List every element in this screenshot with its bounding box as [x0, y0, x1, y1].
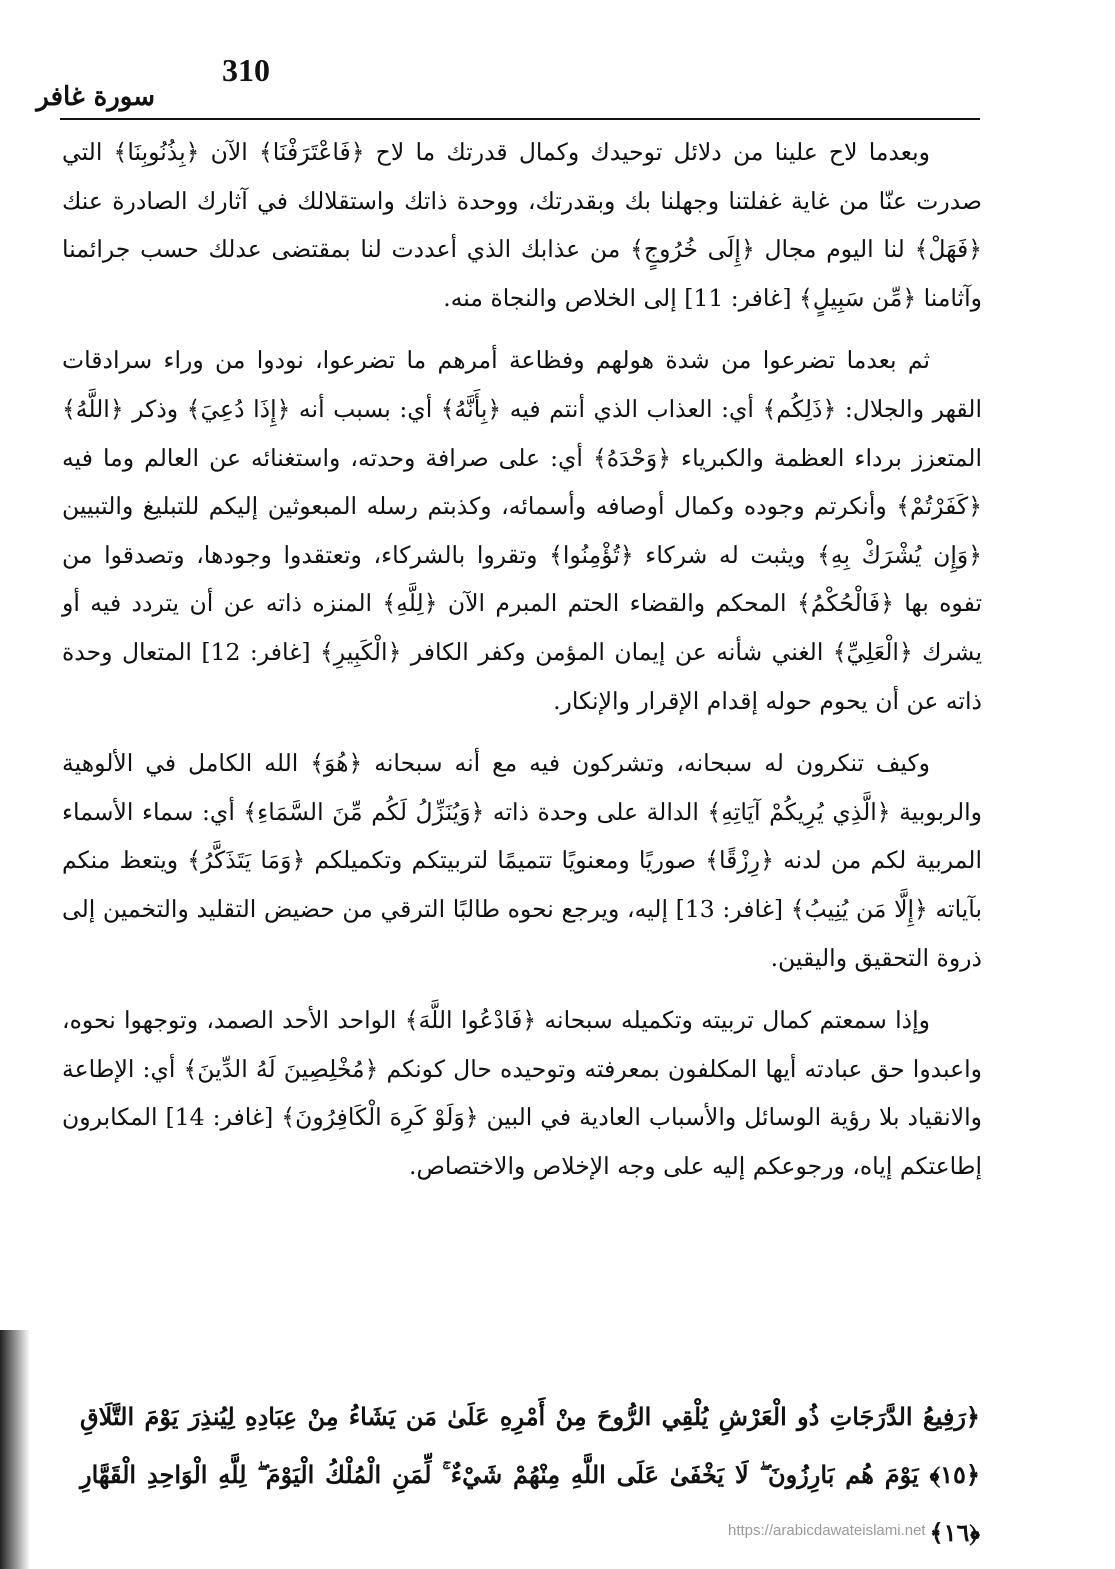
surah-title: سورة غافر [36, 82, 155, 112]
scan-edge-shadow [0, 1330, 30, 1569]
paragraph: وبعدما لاح علينا من دلائل توحيدك وكمال قدرتك ما لاح ﴿فَاعْتَرَفْنَا﴾ الآن ﴿بِذُنُوبِنَا﴾ التي صدرت عنّا من غاية غفلتنا وجهلنا بك وبقدرتك، ووحدة ذاتك واستقلالك في آثارك الصادرة عنك ﴿فَهَلْ﴾ لنا اليوم مجال ﴿إِلَى خُرُوجٍ﴾ من عذابك الذي أعددت لنا بمقتضى عدلك حسب جرائمنا وآثامنا ﴿مِّن سَبِيلٍ﴾ [غافر: 11] إلى الخلاص والنجاة منه. [62, 138, 982, 312]
paragraph: وإذا سمعتم كمال تربيته وتكميله سبحانه ﴿فَادْعُوا اللَّهَ﴾ الواحد الأحد الصمد، وتوجهوا نحوه، واعبدوا حق عبادته أيها المكلفون بمعرفته وتوحيده حال كونكم ﴿مُخْلِصِينَ لَهُ الدِّينَ﴾ أي: الإطاعة والانقياد بلا رؤية الوسائل والأسباب العادية في البين ﴿وَلَوْ كَرِهَ الْكَافِرُونَ﴾ [غافر: 14] المكابرون إطاعتكم إياه، ورجوعكم إليه على وجه الإخلاص والاختصاص. [62, 1006, 982, 1180]
header-divider [60, 118, 980, 120]
watermark-url: https://arabicdawateislami.net [728, 1522, 926, 1539]
paragraph: وكيف تنكرون له سبحانه، وتشركون فيه مع أنه سبحانه ﴿هُوَ﴾ الله الكامل في الألوهية والربوبية ﴿الَّذِي يُرِيكُمْ آيَاتِهِ﴾ الدالة على وحدة ذاته ﴿وَيُنَزِّلُ لَكُم مِّنَ السَّمَاءِ﴾ أي: سماء الأسماء المربية لكم من لدنه ﴿رِزْقًا﴾ صوريًا ومعنويًا تتميمًا لتربيتكم وتكميلكم ﴿وَمَا يَتَذَكَّرُ﴾ ويتعظ منكم بآياته ﴿إِلَّا مَن يُنِيبُ﴾ [غافر: 13] إليه، ويرجع نحوه طالبًا الترقي من حضيض التقليد والتخمين إلى ذروة التحقيق واليقين. [62, 749, 982, 972]
quran-verse: ﴿رَفِيعُ الدَّرَجَاتِ ذُو الْعَرْشِ يُلْقِي الرُّوحَ مِنْ أَمْرِهِ عَلَىٰ مَن يَشَاءُ مِنْ عِبَادِهِ لِيُنذِرَ يَوْمَ التَّلَاقِ ﴿١٥﴾ يَوْمَ هُم بَارِزُونَ ۖ لَا يَخْفَىٰ عَلَى اللَّهِ مِنْهُمْ شَيْءٌ ۚ لِّمَنِ الْمُلْكُ الْيَوْمَ ۖ لِلَّهِ الْوَاحِدِ الْقَهَّارِ ﴿١٦﴾ [80, 1402, 980, 1547]
commentary-text [62, 128, 982, 1204]
paragraph: ثم بعدما تضرعوا من شدة هولهم وفظاعة أمرهم ما تضرعوا، نودوا من وراء سرادقات القهر والجلال: ﴿ذَلِكُم﴾ أي: العذاب الذي أنتم فيه ﴿بِأَنَّهُ﴾ أي: بسبب أنه ﴿إِذَا دُعِيَ﴾ وذكر ﴿اللَّهُ﴾ المتعزز برداء العظمة والكبرياء ﴿وَحْدَهُ﴾ أي: على صرافة وحدته، واستغنائه عن العالم وما فيه ﴿كَفَرْتُمْ﴾ وأنكرتم وجوده وكمال أوصافه وأسمائه، وكذبتم رسله المبعوثين إليكم للتبليغ والتبيين ﴿وَإِن يُشْرَكْ بِهِ﴾ ويثبت له شركاء ﴿تُؤْمِنُوا﴾ وتقروا بالشركاء، وتعتقدوا وجودها، وتصدقوا من تفوه بها ﴿فَالْحُكْمُ﴾ المحكم والقضاء الحتم المبرم الآن ﴿لِلَّهِ﴾ المنزه ذاته عن أن يتردد فيه أو يشرك ﴿الْعَلِيِّ﴾ الغني شأنه عن إيمان المؤمن وكفر الكافر ﴿الْكَبِيرِ﴾ [غافر: 12] المتعال وحدة ذاته عن أن يحوم حوله إقدام الإقرار والإنكار. [62, 346, 982, 715]
page-number: 310 [222, 52, 270, 88]
